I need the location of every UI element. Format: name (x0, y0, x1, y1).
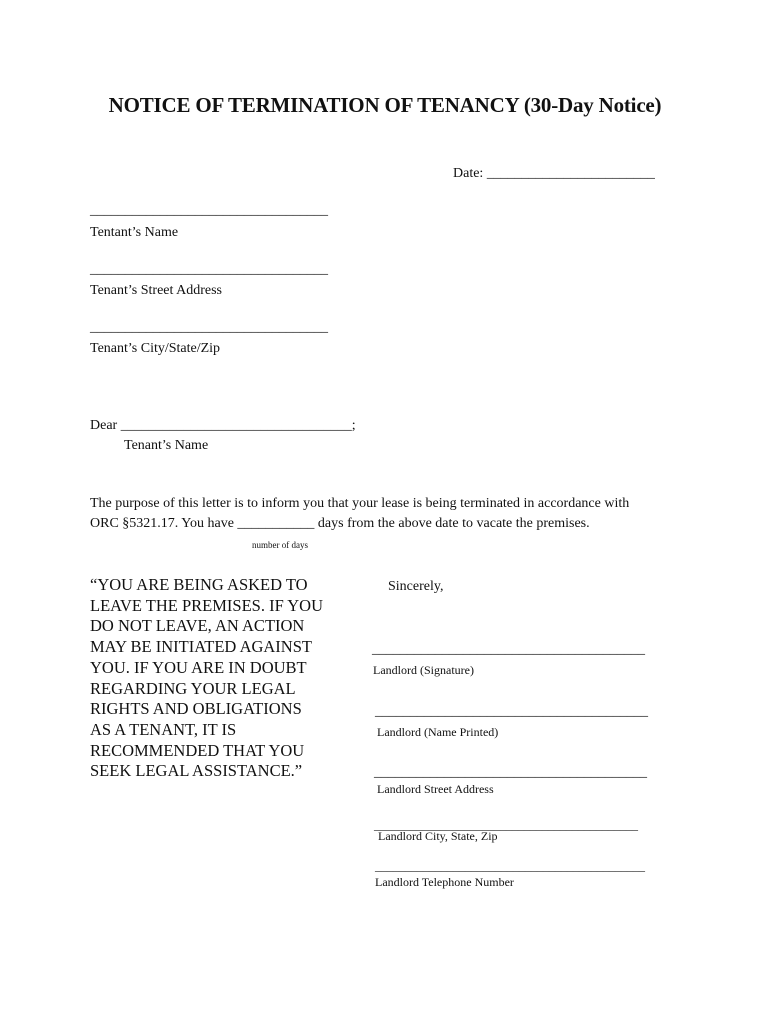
landlord-city-field[interactable]: ____________________________________________ (374, 818, 638, 832)
warning-line: “YOU ARE BEING ASKED TO (90, 575, 308, 594)
warning-line: LEAVE THE PREMISES. IF YOU (90, 595, 324, 615)
tenant-name-field[interactable]: __________________________________ (90, 203, 328, 218)
tenant-street-field[interactable]: __________________________________ (90, 262, 328, 277)
salutation-field[interactable]: Dear _________________________________; (90, 418, 356, 433)
landlord-phone-label: Landlord Telephone Number (375, 875, 514, 889)
warning-line: RIGHTS AND OBLIGATIONS (90, 699, 302, 719)
landlord-street-label: Landlord Street Address (377, 782, 494, 796)
warning-line: SEEK LEGAL ASSISTANCE.” (90, 761, 303, 781)
warning-line: REGARDING YOUR LEGAL (90, 678, 296, 698)
landlord-signature-field[interactable]: _______________________________________ (372, 642, 645, 657)
closing: Sincerely, (388, 579, 444, 594)
warning-line: RECOMMENDED THAT YOU (90, 740, 305, 760)
date-field[interactable]: Date: ________________________ (453, 166, 655, 181)
warning-line: MAY BE INITIATED AGAINST (90, 637, 312, 657)
body-line-2: ORC §5321.17. You have ___________ days from the above date to vacate the premises. (90, 516, 590, 531)
tenant-city-field[interactable]: __________________________________ (90, 320, 328, 335)
landlord-name-field[interactable]: _______________________________________ (375, 704, 648, 719)
warning-line: YOU. IF YOU ARE IN DOUBT (90, 657, 307, 677)
warning-line: AS A TENANT, IT IS (90, 719, 237, 739)
landlord-name-label: Landlord (Name Printed) (377, 725, 499, 739)
days-label: number of days (252, 540, 308, 550)
page-title: NOTICE OF TERMINATION OF TENANCY (30-Day Notice) (108, 93, 662, 117)
landlord-phone-field[interactable]: _____________________________________________ (375, 859, 645, 873)
tenant-street-label: Tenant’s Street Address (90, 283, 222, 298)
salutation-label: Tenant’s Name (124, 438, 209, 453)
body-line-1: The purpose of this letter is to inform you that your lease is being terminated in accordance with (90, 496, 630, 511)
tenant-name-label: Tentant’s Name (90, 225, 179, 240)
tenant-city-label: Tenant’s City/State/Zip (90, 341, 221, 356)
warning-line: DO NOT LEAVE, AN ACTION (90, 616, 305, 636)
landlord-street-field[interactable]: _______________________________________ (374, 765, 647, 780)
warning-notice (90, 575, 380, 782)
landlord-signature-label: Landlord (Signature) (373, 663, 474, 677)
landlord-city-label: Landlord City, State, Zip (378, 829, 498, 843)
